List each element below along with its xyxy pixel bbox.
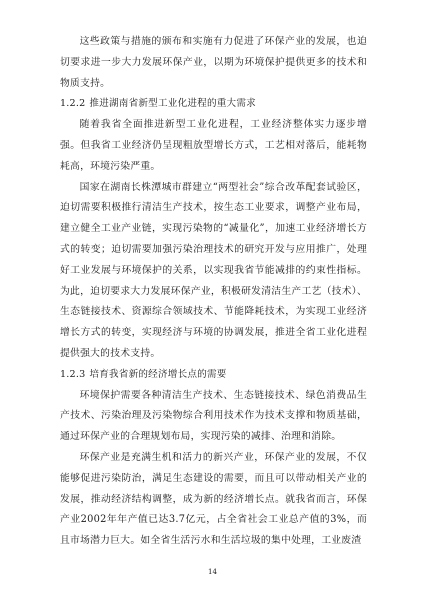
- paragraph-emerging-industry: 环保产业是充满生机和活力的新兴产业，环保产业的发展，不仅能够促进污染防治，满足生态建设的需要，而且可以带动相关产业的发展，推动经济结构调整，成为新的经济增长点。就我省而言，环保产业2002年年产值已达3.7亿元，占全省社会工业总产值的3%，而且市场潜力巨大。如全省生活污水和生活垃圾的集中处理，工业废渣: [60, 451, 367, 547]
- paragraph-environmental-protection: 环境保护需要各种清洁生产技术、生态链接技术、绿色消费品生产技术、污染治理及污染物综合利用技术作为技术支撑和物质基础，通过环保产业的合理规划布局，实现污染的减排、治理和消除。: [60, 389, 367, 443]
- section-heading-1-2-2: [60, 94, 367, 115]
- section-number: 1.2.3: [60, 368, 86, 380]
- section-number: 1.2.2: [60, 98, 86, 110]
- paragraph-two-type-society: 国家在湖南长株潭城市群建立“两型社会”综合改革配套试验区，迫切需要积极推行清洁生产技术，按生态工业要求，调整产业布局，建立健全工业产业链，实现污染物的“减量化”，加速工业经济增长方式的转变；迫切需要加强污染治理技术的研究开发与应用推广，处理好工业发展与环境保护的关系，以实现我省节能减排的约束性指标。为此，迫切要求大力发展环保产业，积极研发清洁生产工艺（技术）、生态链接技术、资源综合领域技术、节能降耗技术，为实现工业经济增长方式的转变，实现经济与环境的协调发展，推进全省工业化进程提供强大的技术支持。: [60, 181, 367, 359]
- section-title: 培育我省新的经济增长点的需要: [89, 368, 227, 380]
- section-title: 推进湖南省新型工业化进程的重大需求: [89, 98, 256, 110]
- paragraph-industrialization: 随着我省全面推进新型工业化进程，工业经济整体实力逐步增强。但我省工业经济仍呈现粗放型增长方式，工艺相对落后，能耗物耗高，环境污染严重。: [60, 119, 367, 172]
- page-number: 14: [208, 568, 217, 576]
- section-heading-1-2-3: [60, 365, 367, 386]
- paragraph-policy-support: 这些政策与措施的颁布和实施有力促进了环保产业的发展，也迫切要求进一步大力发展环保产业，以期为环境保护提供更多的技术和物质支持。: [60, 36, 367, 89]
